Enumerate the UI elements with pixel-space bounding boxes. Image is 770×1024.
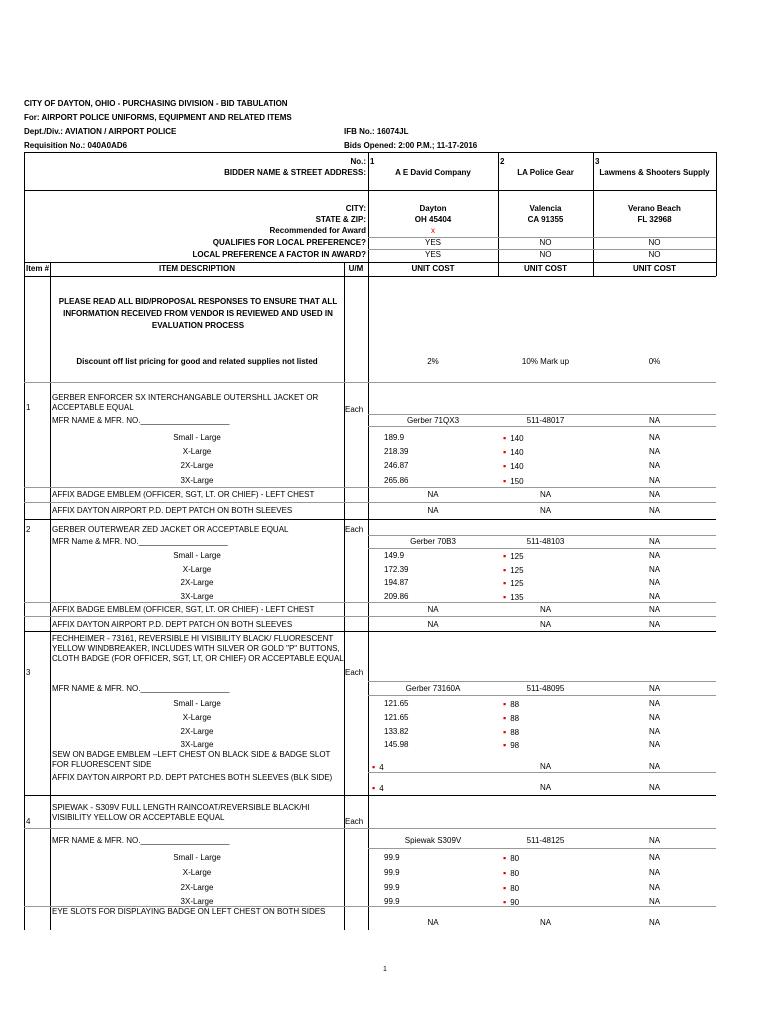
bidder-2-price: NA (539, 762, 552, 771)
bidder-1-price: 149.9 (384, 551, 405, 560)
bidder-3-price: NA (648, 727, 661, 736)
item-1-unit: Each (345, 405, 364, 414)
desc-col-border (344, 263, 345, 930)
item-4-number: 4 (26, 817, 31, 826)
bidder-2-discount: 10% Mark up (521, 357, 570, 366)
size-label: 3X-Large (180, 592, 214, 601)
item-3-bidder-1-mfr: Gerber 73160A (405, 684, 461, 693)
row-divider (368, 535, 716, 536)
item-4-bidder-3-mfr: NA (648, 836, 661, 845)
highlight-marker: ▪ (503, 461, 507, 471)
bidder-3-unit-cost-header: UNIT COST (632, 264, 677, 273)
tab-title: CITY OF DAYTON, OHIO - PURCHASING DIVISION - BID TABULATION (24, 99, 288, 108)
item-3-number: 3 (26, 668, 31, 677)
bidder-1-price: 209.86 (384, 592, 409, 601)
item-4-unit: Each (345, 817, 364, 826)
bidder-3-price: NA (648, 883, 661, 892)
bidder-1-name: A E David Company (395, 168, 471, 177)
bidder-2-price: 88 (510, 714, 520, 723)
bidder-1-price: 99.9 (384, 883, 400, 892)
highlight-marker: ▪ (503, 476, 507, 486)
highlight-marker: ▪ (503, 433, 507, 443)
item-3-mfr-label: MFR NAME & MFR. NO.____________________ (52, 684, 230, 693)
bidder-3-price: NA (648, 868, 661, 877)
row-divider (24, 382, 716, 383)
bidder-1-price: 145.98 (384, 740, 409, 749)
highlight-marker: ▪ (503, 853, 507, 863)
bidder-3-factor: NO (648, 250, 661, 259)
bidder-3-price: NA (648, 713, 661, 722)
item-1-bidder-2-mfr: 511-48017 (526, 416, 565, 425)
item-2-unit: Each (345, 525, 364, 534)
highlight-marker: ▪ (503, 868, 507, 878)
bidder-2-unit-cost-header: UNIT COST (523, 264, 568, 273)
size-label: X-Large (182, 868, 212, 877)
bidder-2-price: 140 (510, 462, 524, 471)
bidder-3-price: NA (648, 476, 661, 485)
bidder-3-price: NA (648, 578, 661, 587)
bidder-2-factor: NO (539, 250, 552, 259)
item-2-extra-badge: AFFIX BADGE EMBLEM (OFFICER, SGT, LT. OR CHIEF) - LEFT CHEST (52, 605, 315, 614)
item-1-bidder-1-mfr: Gerber 71QX3 (406, 416, 460, 425)
bidder-2-price: 125 (510, 566, 524, 575)
bidder-3-price: NA (648, 490, 661, 499)
bidder-3-discount: 0% (648, 357, 661, 366)
recommended-label: Recommended for Award (269, 226, 366, 235)
item-2-bidder-1-mfr: Gerber 70B3 (410, 537, 456, 546)
bidder-1-price: 189.9 (384, 433, 405, 442)
no-label: No.: (350, 157, 366, 166)
row-divider (368, 426, 716, 427)
bidder-2-price: 140 (510, 434, 524, 443)
bidder-1-number: 1 (370, 157, 375, 166)
requisition-number: Requisition No.: 040A0AD6 (24, 141, 128, 150)
bidder-2-price: 80 (510, 854, 520, 863)
item-3-unit: Each (345, 668, 364, 677)
highlight-marker: ▪ (503, 447, 507, 457)
bidder-1-qualifies: YES (424, 238, 441, 247)
bidder-2-price: 98 (510, 741, 520, 750)
bidder-3-price: NA (648, 853, 661, 862)
highlight-marker: ▪ (503, 740, 507, 750)
bidder-3-price: NA (648, 447, 661, 456)
bidder-1-factor: YES (424, 250, 441, 259)
item-2-extra-patch: AFFIX DAYTON AIRPORT P.D. DEPT PATCH ON BOTH SLEEVES (52, 620, 293, 629)
item-col-left-border (24, 263, 25, 930)
row-divider (24, 502, 716, 503)
item-3-bidder-3-mfr: NA (648, 684, 661, 693)
bidder-1-price: 246.87 (384, 461, 409, 470)
bidder-1-recommended-mark: x (431, 226, 435, 235)
bidder-3-price: NA (648, 620, 661, 629)
row-divider (368, 548, 716, 549)
item-4-bidder-2-mfr: 511-48125 (526, 836, 565, 845)
size-label: Small - Large (173, 433, 221, 442)
bidder-1-price: 194.87 (384, 578, 409, 587)
size-label: Small - Large (173, 699, 221, 708)
highlight-marker: ▪ (503, 897, 507, 907)
item-2-bidder-3-mfr: NA (648, 537, 661, 546)
bidder-2-price: 150 (510, 477, 524, 486)
highlight-marker: ▪ (372, 762, 376, 772)
bidder-1-state-zip: OH 45404 (414, 215, 452, 224)
bidder-2-qualifies: NO (539, 238, 552, 247)
bidder-1-price: NA (427, 620, 439, 629)
bidder-1-price: 133.82 (384, 727, 409, 736)
city-label: CITY: (345, 204, 366, 213)
item-3-bidder-2-mfr: 511-48095 (526, 684, 565, 693)
bidder-2-price: 90 (510, 898, 520, 907)
bidder-1-price: 99.9 (384, 853, 400, 862)
row-divider (368, 414, 716, 415)
row-divider (24, 616, 716, 617)
size-label: X-Large (182, 447, 212, 456)
size-label: Small - Large (173, 853, 221, 862)
bidder-3-state-zip: FL 32968 (637, 215, 672, 224)
bidder-1-price: 121.65 (384, 713, 409, 722)
item-2-bidder-2-mfr: 511-48103 (526, 537, 565, 546)
bidder-2-state-zip: CA 91355 (527, 215, 564, 224)
bidder-1-price: NA (427, 605, 439, 614)
highlight-marker: ▪ (503, 727, 507, 737)
bidder-3-price: NA (648, 461, 661, 470)
item-number-header: Item # (26, 264, 50, 273)
size-label: X-Large (182, 713, 212, 722)
table-left-border (24, 152, 25, 276)
bidder-2-price: 125 (510, 552, 524, 561)
bidder-2-price: 140 (510, 448, 524, 457)
bidder-3-price: NA (648, 918, 661, 927)
bidder-2-price: 88 (510, 700, 520, 709)
bidder-1-price: 4 (379, 784, 384, 793)
qualifies-label: QUALIFIES FOR LOCAL PREFERENCE? (212, 238, 366, 247)
tab-subject: For: AIRPORT POLICE UNIFORMS, EQUIPMENT AND RELATED ITEMS (24, 113, 292, 122)
item-1-extra-badge: AFFIX BADGE EMBLEM (OFFICER, SGT, LT. OR CHIEF) - LEFT CHEST (52, 490, 315, 499)
bidder-3-price: NA (648, 783, 661, 792)
bidder-1-discount: 2% (427, 357, 439, 366)
size-label: 2X-Large (180, 578, 214, 587)
bidder-3-number: 3 (595, 157, 600, 166)
row-divider (368, 681, 716, 682)
bidder-2-price: NA (539, 918, 552, 927)
header-divider (24, 190, 716, 191)
bidder-2-price: NA (539, 490, 552, 499)
bidder-2-price: NA (539, 506, 552, 515)
row-divider (368, 695, 716, 696)
local-factor-label: LOCAL PREFERENCE A FACTOR IN AWARD? (192, 250, 366, 259)
highlight-marker: ▪ (503, 699, 507, 709)
item-4-extra-eye-slots: EYE SLOTS FOR DISPLAYING BADGE ON LEFT CHEST ON BOTH SIDES (52, 907, 326, 916)
discount-label: Discount off list pricing for good and related supplies not listed (76, 357, 318, 366)
highlight-marker: ▪ (503, 551, 507, 561)
bidder-3-price: NA (648, 740, 661, 749)
bidder-1-price: NA (427, 918, 439, 927)
bidder-3-price: NA (648, 592, 661, 601)
size-label: 3X-Large (180, 476, 214, 485)
item-1-bidder-3-mfr: NA (648, 416, 661, 425)
bidder-1-price: 121.65 (384, 699, 409, 708)
dept-div: Dept./Div.: AVIATION / AIRPORT POLICE (24, 127, 177, 136)
bidder-3-city: Verano Beach (628, 204, 681, 213)
bidder-1-price: 172.39 (384, 565, 409, 574)
bidder-1-price: 99.9 (384, 868, 400, 877)
item-divider (24, 631, 716, 632)
bidder-1-unit-cost-header: UNIT COST (411, 264, 455, 273)
bidder-2-price: 125 (510, 579, 524, 588)
highlight-marker: ▪ (503, 578, 507, 588)
item-2-mfr-label: MFR Name & MFR. NO.____________________ (52, 537, 228, 546)
bidder-2-name: LA Police Gear (517, 168, 574, 177)
column-header-top-border (24, 262, 716, 263)
table-top-border (24, 152, 716, 153)
item-divider (24, 795, 716, 796)
row-divider (24, 828, 716, 829)
item-2-description: GERBER OUTERWEAR ZED JACKET OR ACCEPTABLE EQUAL (52, 525, 289, 534)
bidder-name-label: BIDDER NAME & STREET ADDRESS: (224, 168, 366, 177)
bidder-1-price: 4 (379, 763, 384, 772)
bids-opened: Bids Opened: 2:00 P.M.; 11-17-2016 (344, 141, 478, 150)
unit-measure-header: U/M (348, 264, 364, 273)
bidder-1-price: 265.86 (384, 476, 409, 485)
state-zip-label: STATE & ZIP: (315, 215, 366, 224)
size-label: X-Large (182, 565, 212, 574)
bidder-3-price: NA (648, 897, 661, 906)
bidder-2-price: 135 (510, 593, 524, 602)
bidder-2-price: NA (539, 620, 552, 629)
bidder-3-name: Lawmens & Shooters Supply (599, 168, 710, 177)
size-label: 2X-Large (180, 461, 214, 470)
bidder-1-price: NA (427, 490, 439, 499)
bidder-3-price: NA (648, 699, 661, 708)
bidder-2-number: 2 (500, 157, 505, 166)
bidder-2-city: Valencia (529, 204, 562, 213)
table-right-border (716, 152, 717, 276)
size-label: Small - Large (173, 551, 221, 560)
bidder-2-price: 80 (510, 869, 520, 878)
bidder-1-price: 218.39 (384, 447, 409, 456)
bidder-1-price: 99.9 (384, 897, 400, 906)
row-divider (24, 602, 716, 603)
item-3-extra-badge: SEW ON BADGE EMBLEM –LEFT CHEST ON BLACK SIDE & BADGE SLOT FOR FLUORESCENT SIDE (52, 750, 331, 769)
bidder-3-price: NA (648, 433, 661, 442)
size-label: 2X-Large (180, 727, 214, 736)
item-2-number: 2 (26, 525, 31, 534)
bidder-3-price: NA (648, 506, 661, 515)
row-divider (368, 772, 716, 773)
item-4-bidder-1-mfr: Spiewak S309V (404, 836, 462, 845)
row-divider (24, 487, 716, 488)
item-1-mfr-label: MFR NAME & MFR. NO.____________________ (52, 416, 230, 425)
size-label: 3X-Large (180, 897, 214, 906)
highlight-marker: ▪ (372, 783, 376, 793)
bidder-1-city: Dayton (419, 204, 447, 213)
item-divider (24, 519, 716, 520)
bidder-2-price: NA (539, 605, 552, 614)
column-header-border (24, 276, 716, 277)
bidder-2-price: NA (539, 783, 552, 792)
row-divider (368, 848, 716, 849)
ifb-number: IFB No.: 16074JL (344, 127, 409, 136)
highlight-marker: ▪ (503, 565, 507, 575)
bidder-3-price: NA (648, 762, 661, 771)
item-1-number: 1 (26, 403, 31, 412)
size-label: 3X-Large (180, 740, 214, 749)
highlight-marker: ▪ (503, 713, 507, 723)
item-1-description: GERBER ENFORCER SX INTERCHANGABLE OUTERSHLL JACKET OR ACCEPTABLE EQUAL (52, 393, 319, 412)
bidder-3-qualifies: NO (648, 238, 661, 247)
item-description-header: ITEM DESCRIPTION (158, 264, 235, 273)
item-3-extra-patch: AFFIX DAYTON AIRPORT P.D. DEPT PATCHES BOTH SLEEVES (BLK SIDE) (52, 773, 333, 782)
bidder-3-price: NA (648, 551, 661, 560)
highlight-marker: ▪ (503, 592, 507, 602)
item-1-extra-patch: AFFIX DAYTON AIRPORT P.D. DEPT PATCH ON BOTH SLEEVES (52, 506, 293, 515)
size-label: 2X-Large (180, 883, 214, 892)
bidder-2-price: 80 (510, 884, 520, 893)
bidder-1-price: NA (427, 506, 439, 515)
bidder-3-price: NA (648, 565, 661, 574)
item-3-description: FECHHEIMER - 73161, REVERSIBLE HI VISIBILITY BLACK/ FLUORESCENT YELLOW WINDBREAKER, INCLUDES WITH SILVER OR GOLD "P" BUTTONS, CLOTH BADGE (FOR OFFICER, SGT, LT, OR CHIEF) OR ACCEPTABLE EQUAL (52, 634, 344, 663)
item-4-mfr-label: MFR NAME & MFR. NO.____________________ (52, 836, 230, 845)
page-number: 1 (383, 966, 387, 973)
bidder-3-price: NA (648, 605, 661, 614)
bidder-2-price: 88 (510, 728, 520, 737)
item-4-description: SPIEWAK - S309V FULL LENGTH RAINCOAT/REVERSIBLE BLACK/HI VISIBILITY YELLOW OR ACCEPTABLE EQUAL (52, 803, 310, 822)
evaluation-notice: PLEASE READ ALL BID/PROPOSAL RESPONSES TO ENSURE THAT ALL INFORMATION RECEIVED FROM VENDOR IS REVIEWED AND USED IN EVALUATION PROCESS (58, 297, 338, 330)
highlight-marker: ▪ (503, 883, 507, 893)
